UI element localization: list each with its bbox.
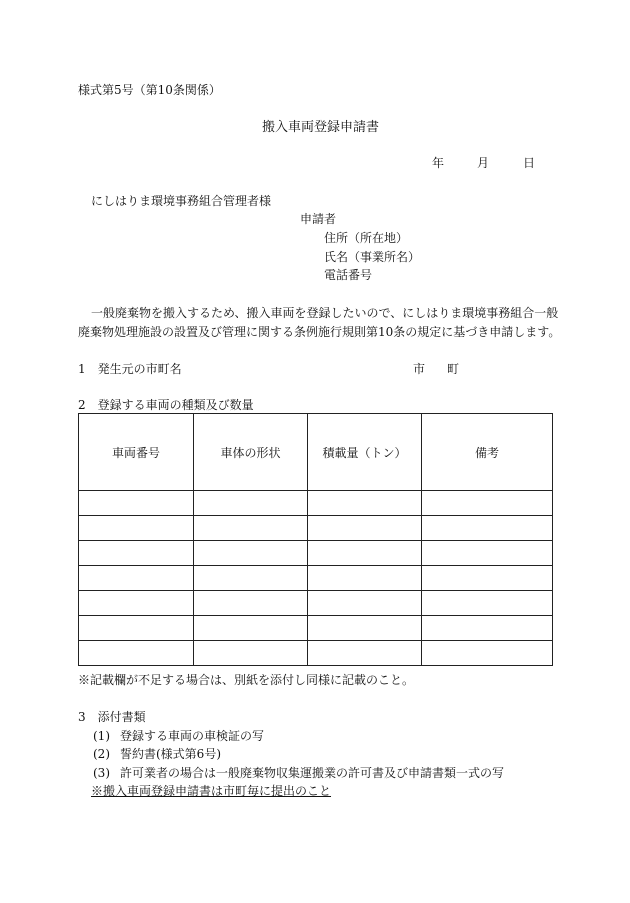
table-cell[interactable] (194, 541, 308, 566)
table-cell[interactable] (308, 616, 422, 641)
table-cell[interactable] (194, 516, 308, 541)
date-year: 年 (432, 156, 445, 170)
table-row (79, 491, 553, 516)
section3-label: 3 添付書類 (78, 710, 146, 724)
column-header-body-shape: 車体の形状 (194, 414, 308, 491)
table-cell[interactable] (194, 566, 308, 591)
table-cell[interactable] (308, 541, 422, 566)
submission-footnote: ※搬入車両登録申請書は市町毎に提出のこと (91, 784, 332, 798)
table-row (79, 591, 553, 616)
addressee: にしはりま環境事務組合管理者様 (91, 194, 272, 208)
table-cell[interactable] (422, 516, 553, 541)
table-cell[interactable] (422, 616, 553, 641)
vehicle-table (78, 413, 553, 666)
table-row (79, 566, 553, 591)
table-cell[interactable] (422, 566, 553, 591)
table-cell[interactable] (79, 591, 194, 616)
table-cell[interactable] (79, 491, 194, 516)
table-cell[interactable] (308, 566, 422, 591)
table-cell[interactable] (308, 491, 422, 516)
table-cell[interactable] (422, 491, 553, 516)
column-header-remarks: 備考 (422, 414, 553, 491)
body-text-line1: 一般廃棄物を搬入するため、搬入車両を登録したいので、にしはりま環境事務組合一般 (91, 306, 559, 320)
attachment-num-1: (1) (93, 729, 110, 743)
form-number: 様式第5号（第10条関係） (78, 83, 221, 97)
applicant-address-label: 住所（所在地） (324, 231, 409, 245)
attachment-num-2: (2) (93, 747, 110, 761)
table-cell[interactable] (79, 641, 194, 666)
table-cell[interactable] (194, 616, 308, 641)
table-cell[interactable] (79, 616, 194, 641)
form-title: 搬入車両登録申請書 (262, 120, 380, 135)
attachment-text-2: 誓約書(様式第6号) (120, 747, 221, 761)
attachment-text-1: 登録する車両の車検証の写 (120, 729, 265, 743)
table-cell[interactable] (422, 641, 553, 666)
table-cell[interactable] (194, 591, 308, 616)
column-header-vehicle-number: 車両番号 (79, 414, 194, 491)
table-cell[interactable] (194, 491, 308, 516)
body-text-line2: 廃棄物処理施設の設置及び管理に関する条例施行規則第10条の規定に基づき申請します。 (78, 325, 561, 339)
table-cell[interactable] (308, 591, 422, 616)
applicant-phone-label: 電話番号 (324, 268, 373, 282)
table-cell[interactable] (79, 566, 194, 591)
table-cell[interactable] (79, 516, 194, 541)
section1-town: 町 (447, 362, 460, 376)
column-header-capacity: 積載量（トン） (308, 414, 422, 491)
attachment-text-3: 許可業者の場合は一般廃棄物収集運搬業の許可書及び申請書類一式の写 (120, 766, 505, 780)
table-cell[interactable] (422, 541, 553, 566)
vehicle-table-header (79, 414, 553, 491)
date-day: 日 (523, 156, 536, 170)
applicant-label: 申請者 (300, 212, 337, 226)
table-cell[interactable] (194, 641, 308, 666)
section1-city: 市 (413, 362, 426, 376)
vehicle-table-body (79, 491, 553, 666)
attachment-num-3: (3) (93, 766, 110, 780)
section2-label: 2 登録する車両の種類及び数量 (78, 398, 254, 412)
date-month: 月 (477, 156, 490, 170)
table-row (79, 616, 553, 641)
table-cell[interactable] (422, 591, 553, 616)
table-cell[interactable] (79, 541, 194, 566)
table-row (79, 641, 553, 666)
table-row (79, 516, 553, 541)
table-cell[interactable] (308, 516, 422, 541)
table-row (79, 541, 553, 566)
table-cell[interactable] (308, 641, 422, 666)
applicant-name-label: 氏名（事業所名） (324, 250, 421, 264)
table-note: ※記載欄が不足する場合は、別紙を添付し同様に記載のこと。 (78, 673, 415, 687)
section1-label: 1 発生元の市町名 (78, 362, 182, 376)
